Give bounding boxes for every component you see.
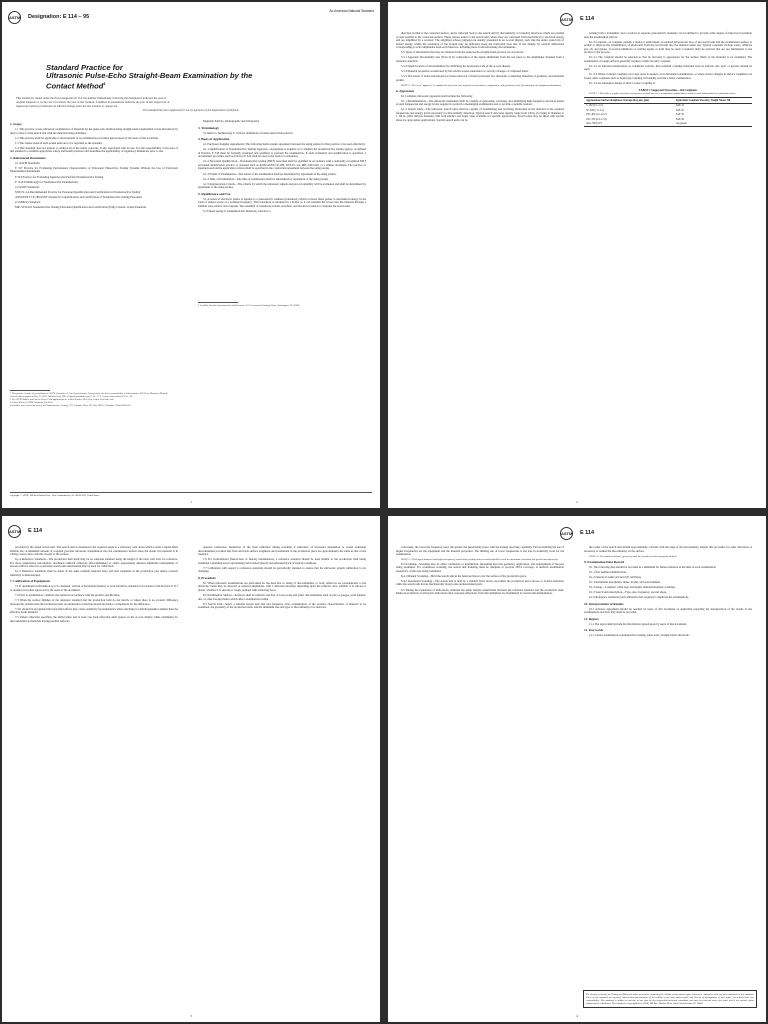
paragraph: 5.3.2 Depth location of discontinuities by calibrating the horizontal scale of the A-scan display. bbox=[401, 63, 511, 68]
section-heading: 7. Calibration of Equipment bbox=[10, 579, 50, 584]
table-cell: SAE 20 bbox=[675, 108, 684, 112]
publisher-tag: An American National Standard bbox=[329, 9, 374, 13]
page-number: 2 bbox=[576, 500, 578, 504]
paragraph: 1.2 This practice shall be applicable to development of an examination procedure agreed upon by the users of the document. bbox=[15, 135, 159, 140]
page-1 bbox=[2, 2, 380, 508]
paragraph: 7.6 For bond/unbond (fusion/lack of fusion) examinations, a reference standard should be used similar to the production item being examined containing areas representing both bonded (fused) and unbonded (lack of fusion) conditions. bbox=[198, 557, 366, 565]
designation: Designation: E 114 – 95 bbox=[28, 14, 90, 21]
viscosity-table bbox=[584, 97, 752, 127]
paragraph: 6.1.4 Reference Standards—The production item itself may be an adequate standard using the height of the back wall echo for reference. For more quantitative information, machined artificial reflectors (discontinuities) or charts representing distance-amplitude relationships of known reflector sizes for a particular search unit and material may be used for calibration. bbox=[10, 557, 178, 569]
paragraph: 9.1.3 Instrument description, make, model, and serial number, bbox=[589, 579, 661, 584]
astm-logo-icon: ASTM bbox=[560, 527, 573, 540]
column-header: Equivalent Couplant Viscosity, Weight Motor Oil bbox=[675, 98, 731, 102]
section-heading: 5. Significance and Use bbox=[198, 191, 231, 196]
intro-line: This standard is issued under the fixed designation E 114; the number immediately following the designation indicates the year of bbox=[16, 96, 167, 100]
page-3 bbox=[2, 516, 380, 1022]
page-header bbox=[8, 522, 374, 534]
paragraph: conversely, the lower the frequency used, the greater the penetrating power with decreasing resolving capability. Factors limiting the use of higher frequencies are the equipment and the material properties. The limiting use of lower frequencies is the loss in sensitivity level for the examination. bbox=[396, 545, 564, 557]
paragraph: 5.3.4 The extent of bond and unbond (or fusion and lack of fusion) between two ultrasonic conducting materials of geometry and materials permit. bbox=[396, 73, 564, 82]
paragraph: ANSI/ASNT CP-189 ASNT Standard for Qualification and Certification of Nondestructive Testing Personnel bbox=[15, 194, 142, 199]
table-row bbox=[584, 122, 752, 127]
paragraph: 4.1.5 Interpretation Criteria—The criteria by which the ultrasonic signals and part acceptability will be evaluated and shall be determined by agreement of the using parties. bbox=[198, 181, 366, 190]
paragraph: provided by the wheel search unit. The search unit is mounted in the required angle to a stationary axle about which rotates a liquid-filled flexible tire. A minimum amount of couplant provides ultrasonic transmission into the examination surface since the elastic tire material is in rolling contact and conforms closely to the surface. bbox=[10, 545, 178, 557]
paragraph: MIL-STD-410 Nondestructive Testing Personnel Qualification and Certification (Eddy Current, Liquid Penetrant, bbox=[15, 204, 147, 209]
p1-footnotes bbox=[10, 390, 178, 408]
paragraph: 6.1.3.4 An alternative means of direct contact coupling is bbox=[589, 81, 656, 86]
p2-left-column bbox=[396, 32, 564, 124]
note-paragraph: NOTE 3—The largest diameter and highest frequency search unit yielding desired results should be used for maximum resolution and good beam directivity. bbox=[401, 558, 559, 562]
paragraph: 3.1 Refer to Terminology E 1316 for definitions of terms used in this practice. bbox=[203, 130, 294, 135]
footnote: 1 This practice is under the jurisdiction of ASTM Committee E-7 on Nondestructive Testing and is the direct responsibility of Subcommittee E07.06 on Ultrasonic Method. bbox=[10, 393, 168, 395]
p1-left-column bbox=[10, 120, 178, 211]
paragraph: 10.1 Advance agreement should be reached by users of this document as applicable regarding the interpretation of the results of the examinations and how they shall be recorded. bbox=[584, 606, 752, 615]
paragraph: 4.1.1 Qualification of Nondestructive Testing Agencies—Agreement is required as to whether the nondestructive testing agency, as defined in Practice E 543 must be formally evaluated and qualified to perform the examination. If such evaluation and qualification is specified, a documented procedure such as Practice E 543 shall be used as the basis for evaluation. bbox=[198, 147, 366, 159]
p2-right-column bbox=[584, 32, 752, 129]
paragraph: 1.3 The values stated in inch-pound units are to be regarded as the standard. bbox=[15, 140, 103, 145]
footnote-rule bbox=[10, 390, 50, 391]
intro-line: superscript epsilon (ε) indicates an editorial change since the last revision or reapproval. bbox=[16, 103, 118, 108]
astm-logo-icon: ASTM bbox=[8, 11, 21, 24]
paragraph: 4.1 Purchaser-Supplier Agreements: The following items require agreement between the using parties for this practice to be used effectively: bbox=[203, 142, 366, 147]
paragraph: 8.4.2 Automated Scanning—The search unit is held by a suitable fixed device and either the production piece moves or is held stationary while the search unit moves mechanically along some predetermined path. bbox=[396, 578, 564, 587]
table-note: NOTE 1—This table is a guide only and is not meant to exclude the use of a particular couplant that is found to work satisfactorily on a particular surface. bbox=[589, 92, 737, 96]
page-4 bbox=[388, 516, 766, 1022]
paragraph: 5.2 Pulsed energy is transmitted into materials, travels in a bbox=[203, 208, 271, 213]
section-heading: 2. Referenced Documents bbox=[10, 155, 46, 160]
short-designation: E 114 bbox=[28, 528, 43, 535]
title-line bbox=[46, 80, 266, 91]
paragraph: the center of the search unit should approximately coincide with the edge of the discontinuity. Repeat this procedure for other directions as necessary to outline the discontinuity on the surface. bbox=[584, 545, 752, 553]
table-caption: TABLE 1 Suggested Viscosities—Oil Couplants bbox=[638, 87, 698, 92]
paragraph: 12.1 contact examination; nondestructive testing; pulse-echo; straight-beam; ultrasonic bbox=[589, 633, 690, 638]
p1-right-column bbox=[198, 120, 366, 215]
paragraph: 8.5 During the evaluation of indications, maintain the same relative sensitivities between the reference standard and the production item. Make an evaluation of ultrasonic indications after response reflections from discontinuities are maximized by search unit manipulation. bbox=[396, 587, 564, 596]
footnote-rule bbox=[198, 302, 238, 303]
note-paragraph: NOTE 4—For rounded surfaces, geometry must be considered when using this method. bbox=[589, 554, 677, 558]
p3-right-column bbox=[198, 546, 366, 611]
footnote: 4 Available from American Society for Nondestructive Testing, 1711 Arlingate Plaza, P.O. Box 28518, Columbus, OH 43228-0518. bbox=[10, 404, 131, 407]
table-cell: 100–400 (2.5–10.2) bbox=[586, 113, 607, 117]
paragraph: operator preference. Reduction of the back reflection during scanning is indicative of increased attenuation or sound scattering discontinuities provided that front and back surface roughness and parallelism of the production piece are approximately the same as that of the standard. bbox=[198, 545, 366, 557]
intro-line: This standard has been approved for use by agencies of the Department of Defense. bbox=[142, 108, 240, 113]
paragraph: 4.1.4 Time of Examination—The time of examination shall be determined by agreement of the using parties. bbox=[203, 176, 329, 181]
paragraph: 7.5 Unless otherwise specified, the initial pulse and at least one back reflection shall appear on the A-scan display while examining for discontinuities in materials having parallel surfaces. bbox=[10, 615, 178, 623]
paragraph: 8.2 Examination Surface—Surfaces shall be uniform and free of loose scale and paint, discontinuities such as pits or gouges, weld splatter, dirt, or other foreign matter which affect examination results. bbox=[198, 593, 366, 601]
paragraph: E 543 Practice for Evaluating Agencies that Perform Nondestructive Testing bbox=[15, 174, 104, 179]
paragraph: 9.1.1 Part number identification, bbox=[589, 569, 627, 574]
intro-line: original adoption or, in the case of revision, the year of last revision. A number in parentheses indicates the year of last reapproval. A bbox=[16, 99, 170, 104]
paragraph: 7.2 Prior to examination, calibrate the system in accordance with the product specification. bbox=[15, 593, 121, 598]
paragraph: 6.1 Complete ultrasonic apparatus shall include the following: bbox=[401, 93, 473, 98]
paragraph: 5.3 Types of information that may be obtained from the pulsed-echo straight-beam practice are as follows: bbox=[401, 50, 524, 55]
page-number: 3 bbox=[190, 1014, 192, 1018]
paragraph: 6.1.5 Reference standards shall be made of the same nominal material alloy and heat treatment as the production part unless acoustic similarity is demonstrated. bbox=[10, 569, 178, 577]
table-cell: cup grease bbox=[675, 122, 687, 126]
section-heading: 3. Terminology bbox=[198, 125, 220, 130]
paragraph: 1.4 This standard does not purport to address all of the safety concerns, if any, associated with its use. It is the responsibility of the user of this standard to establish appropriate safety and health practices and determine the applicability of regulatory limitations prior to use. bbox=[10, 145, 178, 154]
section-heading: 1. Scope bbox=[10, 122, 22, 126]
table-cell: SAE 40 bbox=[675, 117, 684, 121]
copyright-line: Copyright © ASTM, 100 Barr Harbor Drive, West Conshohocken, PA 19428-2959, United States. bbox=[10, 492, 372, 497]
paragraph: passing both a transmitter and a receiver as separate piezoelectric elements can be utilized to provide some degree of improved resolution near the examination surface. bbox=[584, 31, 752, 39]
page-header bbox=[8, 8, 374, 20]
table-body bbox=[584, 103, 752, 127]
section-heading: 10. Interpretation of Results bbox=[584, 601, 624, 606]
paragraph: 6.1.2 Search Units—The ultrasonic search units shall be capable of transmitting and receiving ultrasound in the material at the required frequencies and energy levels necessary for discontinuity detection. Typical search unit sizes usually range from 1/8 in. (3.2 mm) in diameter to 1 1/8 in. (28.6 mm) in diameter with both smaller and larger sizes available for specific applications. Search units may be fitted with special shoes for appropriate applications. Special search units can be bbox=[396, 107, 564, 122]
paragraph: 7.3 When the surface finishes of the reference standard and the production item do not match, or where there is an acoustic difference between the standard and the production item, an attenuation correction should be made to compensate for the difference. bbox=[10, 598, 178, 606]
footnote: 3 Annual Book of ASTM Standards, Vol 03.03. bbox=[10, 401, 54, 404]
patent-notice: The American Society for Testing and Materials takes no position respecting the validity of any patent rights asserted in connection with any item mentioned in this standard. Users of this standard are expressly advised that determination of the validity of any such patent rights, and the risk of infringement of such rights, are entirely their own responsibility. This standard is subject to revision at any time by the responsible technical committee and must be reviewed every five years and if not revised, either reapproved or withdrawn. This standard is copyrighted by ASTM, 100 Barr Harbor Drive, West Conshohocken, PA 19428. bbox=[583, 990, 757, 1008]
paragraph: 4.1.2 Personnel Qualification—Nondestructive testing (NDT) personnel shall be qualified in accordance with a nationally recognized NDT personnel qualification practice or standard such as ANSI/ASNT-CP-189, SNT-TC-1A, MIL-STD-410, or a similar document. The practice or standard used and its applicable revision shall be specified in the contractual agreement between the using parties. bbox=[198, 159, 366, 171]
paragraph: direction normal to the contacted surface, and is reflected back to the search unit by discontinuity or boundary interfaces which are parallel or near parallel to the contacted surface. These echoes return to the search unit, where they are converted from mechanical to electrical energy and are amplified by a receiver. The amplified echoes (signals) are usually presented in an A-scan display, such that the entire round trip of pulsed energy within the resolution of the system may be indicated along the horizontal base line of the display by vertical deflections corresponding to echo amplitudes from each interface, including those from intervening discontinuities. bbox=[396, 31, 564, 50]
paragraph: 11.1 The report shall include the information agreed upon by users of this document. bbox=[589, 621, 687, 626]
footnote: Current edition approved May 15, 1995. Published July 1995. Originally published as E 114 – 57 T. Last previous edition E 114 – 90. bbox=[10, 395, 133, 398]
paragraph: 8.3 Search Unit—Select a suitable search unit size and frequency after consideration of the acoustic characteristics of material to be examined, the geometry of the production item, and the minimum size and type of discontinuity to be detected. bbox=[198, 601, 366, 610]
document-title bbox=[46, 64, 266, 91]
table-cell: Over 700 (18+) bbox=[586, 122, 603, 126]
paragraph: 7.7 Calibration with respect to reference standards should be periodically checked to ensure that the ultrasonic system calibration is not changing. bbox=[198, 565, 366, 574]
paragraph: 9.1.6 Reference standards (and calibration data required to duplicate the examination). bbox=[589, 595, 689, 600]
paragraph: 9.1.2 Operator's name and level (if certified), bbox=[589, 574, 642, 579]
paragraph: 2.3 Military Standard: bbox=[15, 199, 41, 204]
paragraph: 7.1 If quantitative information is to be obtained, vertical or horizontal linearity or both should be checked in accordance with Practice E 317 or another procedure approved by the users of the document. bbox=[10, 584, 178, 592]
astm-logo-icon: ASTM bbox=[560, 13, 573, 26]
title-footnote-ref: 1 bbox=[103, 81, 106, 87]
section-heading: 11. Report bbox=[584, 616, 599, 621]
p4-right-column bbox=[584, 546, 752, 639]
table-cell: SAE 10 bbox=[675, 104, 684, 108]
column-header: Approximate Surface Roughness Average (Ra), μin. (μm) bbox=[586, 98, 650, 102]
paragraph: 8.4.1 Manual Scanning—Hold the search unit in the hand and move over the surface of the production piece. bbox=[401, 573, 528, 578]
paragraph: 7.4 It should be recognized that near-field effects may cause sensitivity inconsistencies when searching for inhomogeneities smaller than the effective beam diameter. bbox=[10, 606, 178, 615]
p2-right-text bbox=[584, 32, 752, 86]
paragraph: 6.1.3.2 At elevated temperatures as conditions warrant, heat resistant coupling materials such as silicone oils, gels, or greases should be used. bbox=[584, 63, 752, 72]
paragraph: 8.1 When ultrasonic examinations are performed for the detection or sizing of discontinuities, or both, reflectors are perpendicular to the ultrasonic beam may be detected at reduced amplitudes, with a distorted envelope depending upon the reflector area, whether it is curved or planar, whether it is smooth or rough, perhaps with refracting faces. bbox=[198, 580, 366, 592]
title-line: Ultrasonic Pulse-Echo Straight-Beam Examination by the bbox=[46, 71, 253, 81]
table-cell: 50–200 (1.3–5.1) bbox=[586, 108, 604, 112]
p3-left-column bbox=[10, 546, 178, 625]
paragraph: 8.4 Scanning—Scanning may be either continuous or intermittent, depending upon the geometry, application, and requirements of the part being examined. For continuous scanning, the search unit indexing must be adequate to provide 100% coverage, at uniform examination sensitivity, of the area being examined. bbox=[396, 561, 564, 573]
page-header bbox=[394, 8, 760, 23]
section-heading: 12. Keywords bbox=[584, 628, 604, 633]
paragraph: 5.1 A series of electrical pulses is applied to a piezoelectric element (transducer) which converts these pulses to mechanical energy in the form of pulsed waves at a nominal frequency. This transducer is mounted in a holder so it can transmit the waves into the material through a suitable wear surface and couplant. The assembly of transducer, holder, wearface, and electrical connector comprise the search unit. bbox=[198, 196, 366, 208]
short-designation: E 114 bbox=[579, 530, 595, 537]
page-number: 4 bbox=[576, 1014, 578, 1018]
paragraph: E 1316 Terminology for Nondestructive Examinations bbox=[15, 179, 78, 184]
paragraph: 2.2 ASNT Standards: bbox=[15, 184, 40, 189]
section-heading: 8. Procedure bbox=[198, 575, 216, 580]
table-cell: 5–100 (0.1–2.5) bbox=[586, 104, 603, 108]
paragraph: 1.1 This practice covers ultrasonic examination of materials by the pulse-echo method using straight-beam longitudinal waves introduced by direct contact of the search unit with the material being examined. bbox=[10, 127, 178, 135]
paragraph: 5.3.3 Material properties as indicated by the relative sound attenuation or velocity changes of compared items. bbox=[401, 68, 529, 73]
page-2 bbox=[388, 2, 766, 508]
page-number: 1 bbox=[190, 500, 192, 504]
paragraph: Magnetic Particle, Radiographic and Ultrasonic) bbox=[203, 119, 260, 123]
paragraph: 6.1.3 Couplant—A couplant, usually a liquid or semi-liquid, is required between the face of the search unit and the examination surface to permit or improve the transmittance of ultrasound from the search unit into the material under test. Typical couplants include water, cellulose gel, oil, and grease. Corrosion inhibitors or wetting agents or both may be used. Couplants must be selected that are not detrimental to the product or the process. bbox=[584, 39, 752, 55]
title-line-text: Contact Method bbox=[46, 81, 104, 91]
table-cell: SAE 30 bbox=[675, 113, 684, 117]
page-header bbox=[394, 522, 760, 537]
p1-right-footnote bbox=[198, 302, 366, 308]
paragraph: SNT-TC-1A Recommended Practice for Personnel Qualification and Certification in Nondestructive Testing bbox=[15, 189, 141, 194]
paragraph: 2.1 ASTM Standards: bbox=[15, 160, 41, 165]
paragraph: 5.3.1 Apparent discontinuity size (Note 2) by comparison of the signal amplitudes from the test piece to the amplitudes obtained from a reference standard. bbox=[396, 55, 564, 63]
p4-left-column bbox=[396, 546, 564, 597]
paragraph: E 317 Practice for Evaluating Performance Characteristics of Ultrasonic Pulse-Echo Testing Systems Without the Use of Electronic Measurement Instruments bbox=[10, 165, 178, 174]
astm-logo-icon: ASTM bbox=[8, 525, 21, 538]
paragraph: 9.1.5 Search unit description—Type, size, frequency, special shoes, bbox=[589, 589, 667, 594]
paragraph: 6.1.3.1 The couplant should be selected so that its viscosity is appropriate for the surface finish of the material to be examined. The examination of rough surfaces generally requires a high viscosity couplant. bbox=[584, 55, 752, 63]
paragraph: 6.1.1 Instrumentation—The ultrasonic instrument shall be capable of generating, receiving, and amplifying high-frequency electrical pulses at such frequencies and energy levels required to perform a meaningful examination and to provide a suitable readout. bbox=[396, 98, 564, 107]
section-heading: 6. Apparatus bbox=[396, 88, 415, 93]
footnote: 2 For ASTM Mobile and Process Vessel Code applications see related Practice SE-114 in Section II of that Code. bbox=[10, 398, 115, 401]
note-paragraph: NOTE 2—The term “apparent” is emphasized since true size depends on orientation, composition, and geometry of the discontinuity and equipment limitations. bbox=[401, 83, 562, 87]
paragraph: 6.1.3.3 Where constant coupling over large areas is needed, as in automated examination, or where severe changes in surface roughness are found, other couplants such as liquid gap coupling will usually provide a better examination. bbox=[584, 72, 752, 81]
title-line: Standard Practice for bbox=[46, 63, 123, 72]
issue-notice bbox=[16, 97, 366, 113]
footnote: 5 Available from the Superintendent of Documents, U.S. Government Printing Office, Washington, DC 20402. bbox=[198, 305, 300, 307]
paragraph: 9.1.4 Setup—Couplant, cable type and length, manual/automatic scanning, bbox=[589, 584, 676, 589]
paragraph: 4.1.3 Extent of Examination—The extent of the examination shall be determined by agreement of the using parties. bbox=[203, 171, 337, 176]
paragraph: 9.1 The following data should be recorded as a minimum for future reference at the time of each examination: bbox=[589, 564, 717, 569]
short-designation: E 114 bbox=[579, 16, 595, 23]
section-heading: 4. Basis of Application bbox=[198, 137, 230, 142]
section-heading: 9. Examination Data Record bbox=[584, 559, 625, 564]
table-cell: 250–700 (6.4–17.8) bbox=[586, 117, 607, 121]
